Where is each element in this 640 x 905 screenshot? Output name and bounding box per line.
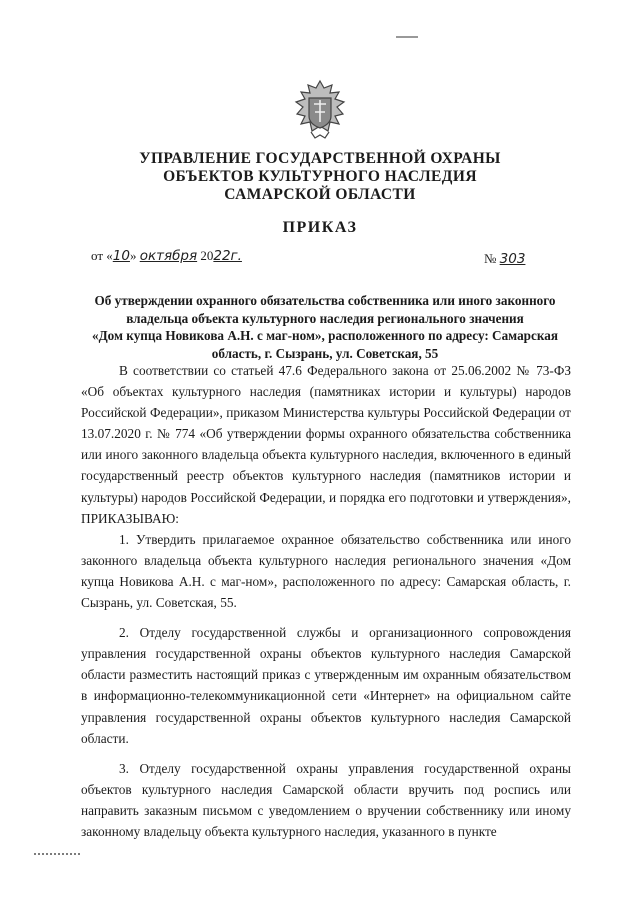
- order-item-2: 2. Отделу государственной службы и организационного сопровождения управления государственной охраны объектов культурного наследия Самарской области разместить настоящий приказ с утвержденным им охранным обязательством в информационно-телекоммуникационной сети «Интернет» на официальном сайте управления государственной охраны объектов культурного наследия Самарской области.: [81, 625, 571, 746]
- number-value: 303: [499, 251, 526, 267]
- scan-artifact: [396, 36, 418, 38]
- agency-line: САМАРСКОЙ ОБЛАСТИ: [224, 186, 416, 203]
- coat-of-arms-emblem: [287, 78, 353, 144]
- agency-name: [0, 150, 640, 204]
- date-day: 10: [112, 248, 130, 264]
- subject-line: область, г. Сызрань, ул. Советская, 55: [211, 345, 439, 361]
- date-day-suffix: »: [129, 248, 137, 263]
- date-year: 22г.: [213, 248, 242, 264]
- order-body: [81, 360, 571, 842]
- number-prefix: №: [484, 251, 497, 266]
- scan-artifact: [34, 853, 80, 855]
- order-subject: [80, 292, 570, 362]
- subject-line: владельца объекта культурного наследия регионального значения: [126, 310, 524, 326]
- subject-line: «Дом купца Новикова А.Н. с маг-ном», расположенного по адресу: Самарская: [92, 328, 558, 344]
- preamble-paragraph: В соответствии со статьей 47.6 Федерального закона от 25.06.2002 № 73-ФЗ «Об объектах культурного наследия (памятниках истории и культуры) народов Российской Федерации», приказом Министерства культуры Российской Федерации от 13.07.2020 г. № 774 «Об утверждении формы охранного обязательства собственника или иного законного владельца объекта культурного наследия, включенного в единый государственный реестр объектов культурного наследия (памятников истории и культуры) народов Российской Федерации, и порядка его подготовки и утверждения», ПРИКАЗЫВАЮ:: [81, 363, 571, 526]
- subject-line: Об утверждении охранного обязательства собственника или иного законного: [94, 293, 556, 308]
- order-item-3: 3. Отделу государственной охраны управления государственной охраны объектов культурного наследия Самарской области вручить под роспись или направить заказным письмом с уведомлением о вручении собственнику или иному законному владельцу объекта культурного наследия, указанного в пункте: [81, 760, 571, 839]
- date-month: октября: [139, 248, 198, 264]
- agency-line: УПРАВЛЕНИЕ ГОСУДАРСТВЕННОЙ ОХРАНЫ: [139, 150, 501, 167]
- order-date: [91, 248, 242, 264]
- order-number: [484, 251, 562, 267]
- agency-line: ОБЪЕКТОВ КУЛЬТУРНОГО НАСЛЕДИЯ: [163, 168, 477, 185]
- date-year-prefix: 20: [200, 248, 214, 263]
- document-type-title: ПРИКАЗ: [282, 219, 358, 236]
- date-prefix: от «: [91, 248, 113, 263]
- order-item-1: 1. Утвердить прилагаемое охранное обязательство собственника или иного законного владельца объекта культурного наследия регионального значения «Дом купца Новикова А.Н. с маг-ном», расположенного по адресу: Самарская область, г. Сызрань, ул. Советская, 55.: [81, 531, 571, 611]
